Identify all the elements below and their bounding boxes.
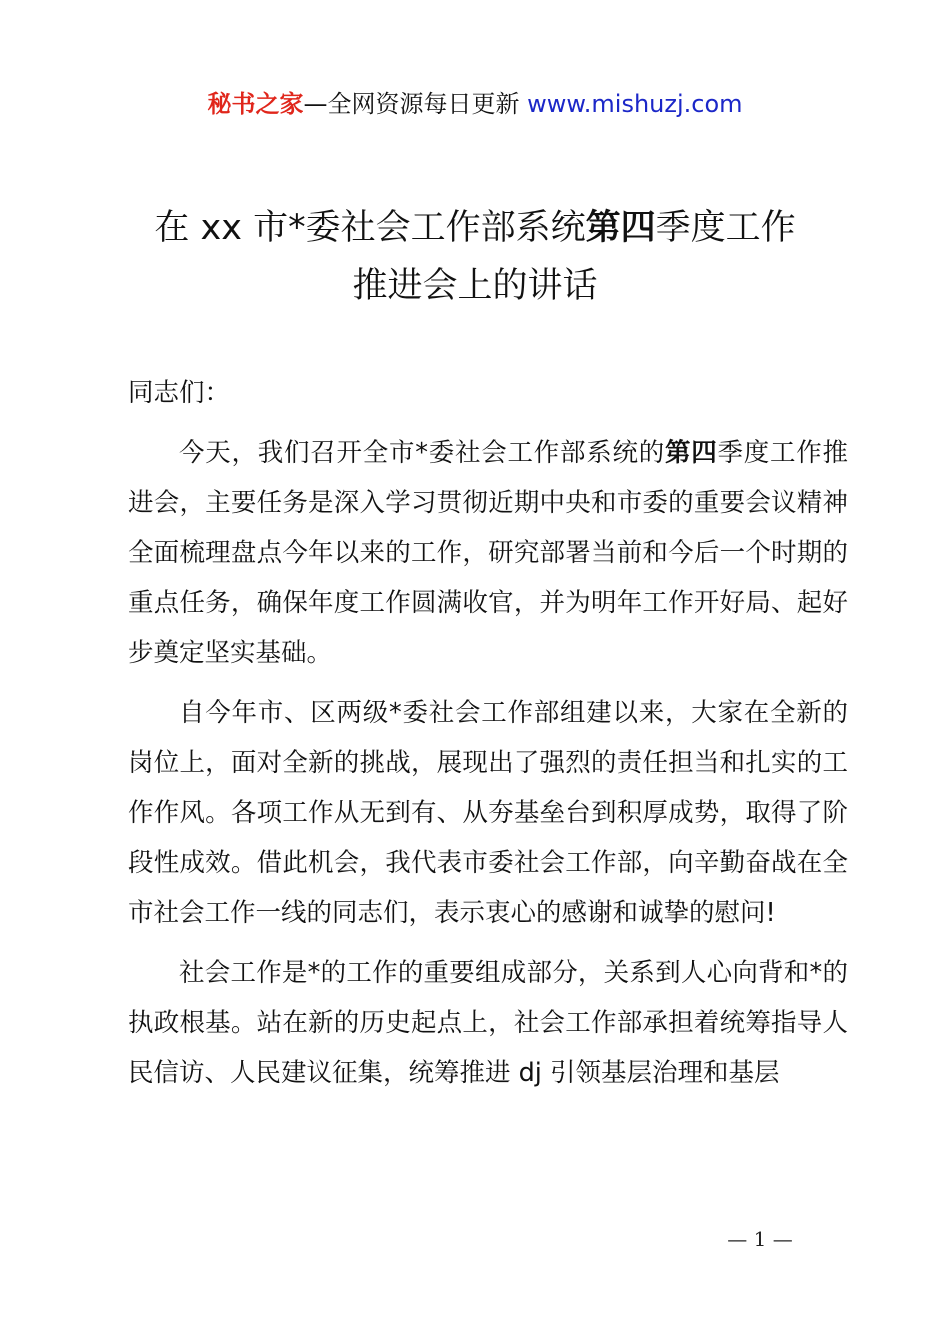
salutation: 同志们： — [128, 378, 231, 408]
header-tagline: —全网资源每日更新 — [303, 90, 528, 118]
document-body — [128, 368, 848, 1108]
title-line-1-start: 在 xx 市*委社会工作部系统 — [154, 208, 586, 249]
title-line-1 — [0, 199, 950, 257]
document-title — [0, 199, 950, 315]
paragraph-1-start: 今天，我们召开全市*委社会工作部系统的 — [179, 438, 665, 468]
paragraph-1-end: 季度工作推进会，主要任务是深入学习贯彻近期中央和市委的重要会议精神全面梳理盘点今年以来的工作，研究部署当前和今后一个时期的重点任务，确保年度工作圆满收官，并为明年工作开好局、起好步奠定坚实基础。 — [128, 438, 848, 668]
site-url-link[interactable]: www.mishuzj.com — [527, 90, 743, 118]
paragraph-1-bold: 第四 — [664, 438, 718, 468]
page-number: — 1 — — [727, 1227, 793, 1251]
paragraph-3: 社会工作是*的工作的重要组成部分，关系到人心向背和*的执政根基。站在新的历史起点上，社会工作部承担着统筹指导人民信访、人民建议征集，统筹推进 dj 引领基层治理和基层 — [128, 958, 848, 1088]
paragraph-1 — [128, 428, 848, 678]
header-banner — [0, 86, 950, 122]
paragraph-2: 自今年市、区两级*委社会工作部组建以来，大家在全新的岗位上，面对全新的挑战，展现出了强烈的责任担当和扎实的工作作风。各项工作从无到有、从夯基垒台到积厚成势，取得了阶段性成效。借此机会，我代表市委社会工作部，向辛勤奋战在全市社会工作一线的同志们，表示衷心的感谢和诚挚的慰问! — [128, 698, 848, 928]
brand-name: 秘书之家 — [207, 90, 304, 118]
title-line-2: 推进会上的讲话 — [352, 266, 598, 307]
title-line-1-bold: 第四 — [585, 208, 656, 249]
title-line-1-end: 季度工作 — [655, 208, 796, 249]
